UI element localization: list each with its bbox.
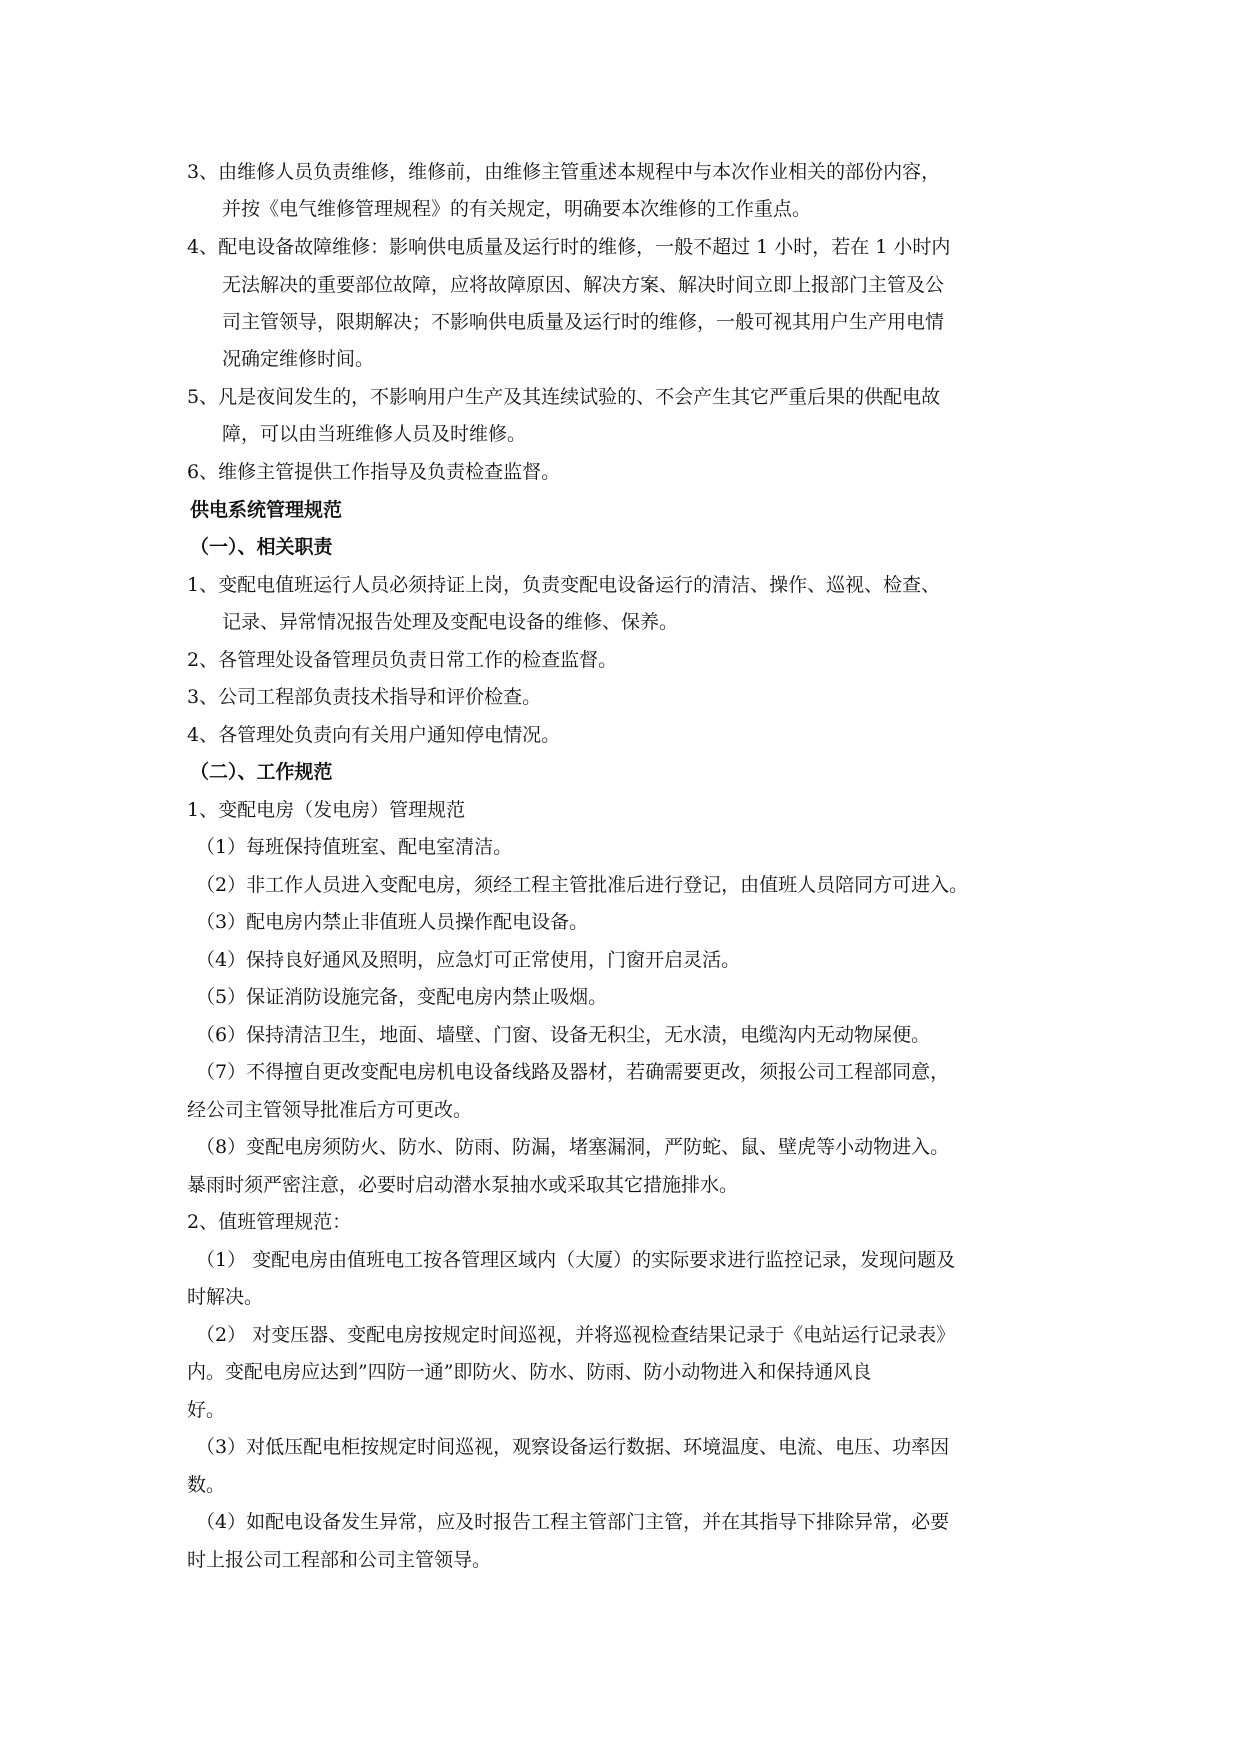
work-standard-2: 2、值班管理规范：: [187, 1211, 352, 1233]
rule-3: （3）配电房内禁止非值班人员操作配电设备。: [196, 911, 589, 933]
duty-rule-1-line-1: （1） 变配电房由值班电工按各管理区域内（大厦）的实际要求进行监控记录，发现问题及: [196, 1249, 956, 1271]
duty-rule-3-line-2: 数。: [187, 1474, 226, 1496]
duty-rule-2-line-2: 内。变配电房应达到”四防一通”即防火、防水、防雨、防小动物进入和保持通风良: [187, 1361, 872, 1383]
rule-7-line-1: （7）不得擅自更改变配电房机电设备线路及器材，若确需要更改，须报公司工程部同意，: [196, 1061, 950, 1083]
rule-5: （5）保证消防设施完备，变配电房内禁止吸烟。: [196, 986, 608, 1008]
item-4-line-1: 4、配电设备故障维修：影响供电质量及运行时的维修，一般不超过 1 小时，若在 1 小时内: [187, 236, 951, 258]
responsibility-4: 4、各管理处负责向有关用户通知停电情况。: [187, 724, 561, 746]
item-4-line-3: 司主管领导，限期解决；不影响供电质量及运行时的维修，一般可视其用户生产用电情: [222, 311, 945, 333]
rule-6: （6）保持清洁卫生，地面、墙壁、门窗、设备无积尘，无水渍，电缆沟内无动物屎便。: [196, 1024, 931, 1046]
duty-rule-2-line-1: （2） 对变压器、变配电房按规定时间巡视，并将巡视检查结果记录于《电站运行记录表》: [196, 1324, 956, 1346]
rule-8-line-2: 暴雨时须严密注意，必要时启动潜水泵抽水或采取其它措施排水。: [187, 1174, 739, 1196]
item-5-line-1: 5、凡是夜间发生的，不影响用户生产及其连续试验的、不会产生其它严重后果的供配电故: [187, 386, 941, 408]
duty-rule-2-line-3: 好。: [187, 1399, 226, 1421]
duty-rule-4-line-2: 时上报公司工程部和公司主管领导。: [187, 1549, 492, 1571]
item-4-line-2: 无法解决的重要部位故障，应将故障原因、解决方案、解决时间立即上报部门主管及公: [222, 274, 945, 296]
responsibility-3: 3、公司工程部负责技术指导和评价检查。: [187, 686, 542, 708]
duty-rule-1-line-2: 时解决。: [187, 1286, 264, 1308]
work-standard-1: 1、变配电房（发电房）管理规范: [187, 799, 466, 821]
rule-2: （2）非工作人员进入变配电房，须经工程主管批准后进行登记，由值班人员陪同方可进入。: [196, 874, 969, 896]
rule-4: （4）保持良好通风及照明，应急灯可正常使用，门窗开启灵活。: [196, 949, 741, 971]
item-3-line-1: 3、由维修人员负责维修，维修前，由维修主管重述本规程中与本次作业相关的部份内容，: [187, 161, 941, 183]
item-4-line-4: 况确定维修时间。: [222, 348, 375, 370]
item-5-line-2: 障，可以由当班维修人员及时维修。: [222, 423, 527, 445]
rule-1: （1）每班保持值班室、配电室清洁。: [196, 836, 513, 858]
rule-7-line-2: 经公司主管领导批准后方可更改。: [187, 1099, 473, 1121]
section-title: 供电系统管理规范: [190, 499, 343, 521]
subsection-title-work-standards: （二）、工作规范: [190, 761, 333, 783]
subsection-title-responsibilities: （一）、相关职责: [190, 536, 333, 558]
item-3-line-2: 并按《电气维修管理规程》的有关规定，明确要本次维修的工作重点。: [222, 198, 812, 220]
item-6: 6、维修主管提供工作指导及负责检查监督。: [187, 461, 561, 483]
responsibility-1-line-2: 记录、异常情况报告处理及变配电设备的维修、保养。: [222, 611, 679, 633]
responsibility-1-line-1: 1、变配电值班运行人员必须持证上岗，负责变配电设备运行的清洁、操作、巡视、检查、: [187, 574, 941, 596]
duty-rule-3-line-1: （3）对低压配电柜按规定时间巡视，观察设备运行数据、环境温度、电流、电压、功率因: [196, 1436, 950, 1458]
duty-rule-4-line-1: （4）如配电设备发生异常，应及时报告工程主管部门主管，并在其指导下排除异常，必要: [196, 1511, 950, 1533]
responsibility-2: 2、各管理处设备管理员负责日常工作的检查监督。: [187, 649, 618, 671]
rule-8-line-1: （8）变配电房须防火、防水、防雨、防漏，堵塞漏洞，严防蛇、鼠、壁虎等小动物进入。: [196, 1136, 950, 1158]
